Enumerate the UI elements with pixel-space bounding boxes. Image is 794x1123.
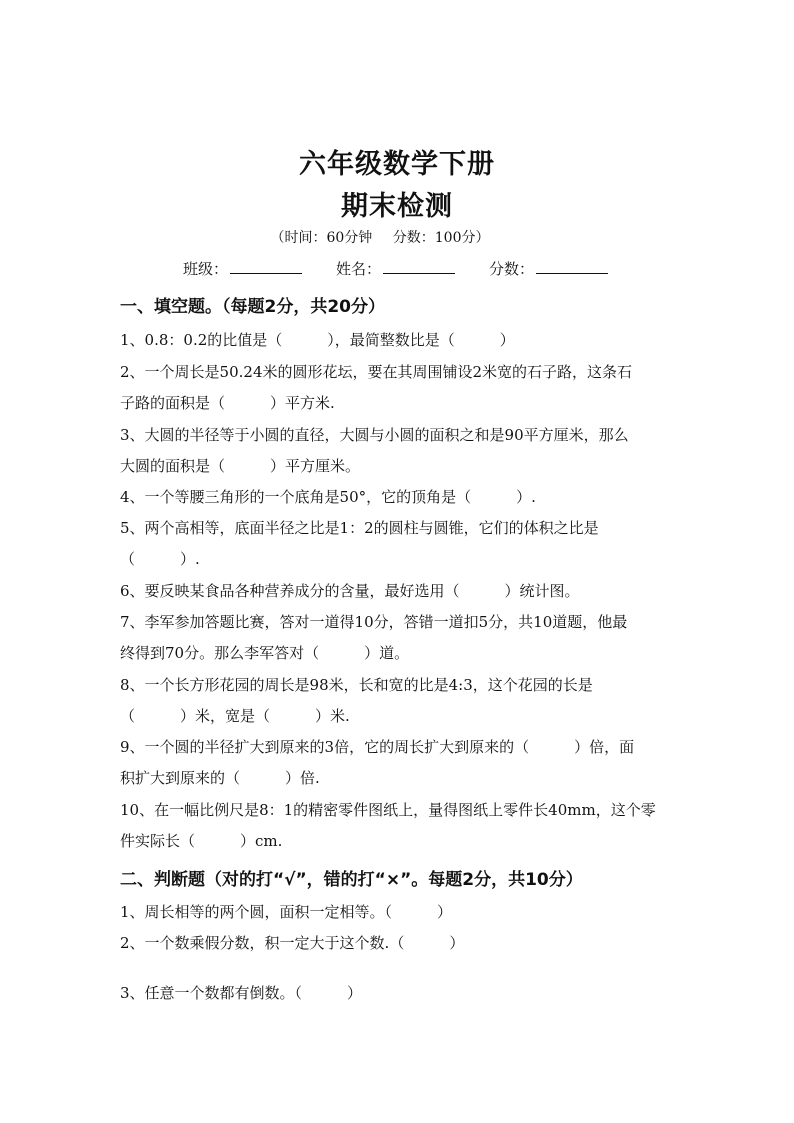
class-label: 班级： [183, 260, 229, 278]
exam-title: 六年级数学下册 [299, 149, 495, 180]
score-field [489, 258, 608, 279]
question-line: 2、一个数乘假分数，积一定大于这个数.（ ） [120, 934, 465, 952]
question-line: 8、一个长方形花园的周长是98米，长和宽的比是4:3，这个花园的长是 [120, 676, 593, 694]
section-2-heading: 二、判断题（对的打“√”，错的打“×”。每题2分，共10分） [120, 870, 583, 890]
question-line: 6、要反映某食品各种营养成分的含量，最好选用（ ）统计图。 [120, 582, 580, 600]
question-line: 7、李军参加答题比赛，答对一道得10分，答错一道扣5分，共10道题，他最 [120, 613, 628, 631]
question-line: 9、一个圆的半径扩大到原来的3倍，它的周长扩大到原来的（ ）倍，面 [120, 738, 635, 756]
total-score: 分数：100分） [392, 230, 490, 246]
question-line: 3、任意一个数都有倒数。（ ） [120, 984, 363, 1002]
class-blank[interactable] [230, 259, 302, 274]
question-line: 5、两个高相等，底面半径之比是1：2的圆柱与圆锥，它们的体积之比是 [120, 519, 599, 537]
question-line: 积扩大到原来的（ ）倍. [120, 769, 320, 787]
score-blank[interactable] [536, 259, 608, 274]
exam-meta [0, 227, 760, 247]
name-field [336, 258, 455, 279]
question-line: 10、在一幅比例尺是8：1的精密零件图纸上，量得图纸上零件长40mm，这个零 [120, 801, 656, 819]
question-line: 3、大圆的半径等于小圆的直径，大圆与小圆的面积之和是90平方厘米，那么 [120, 426, 629, 444]
question-line: （ ）. [120, 550, 200, 568]
question-line: 2、一个周长是50.24米的圆形花坛，要在其周围铺设2米宽的石子路，这条石 [120, 363, 633, 381]
question-line: 终得到70分。那么李军答对（ ）道。 [120, 644, 410, 662]
score-label: 分数： [489, 260, 535, 278]
name-label: 姓名： [336, 260, 382, 278]
question-line: （ ）米，宽是（ ）米. [120, 707, 350, 725]
time-limit: （时间：60分钟 [270, 230, 373, 246]
question-line: 4、一个等腰三角形的一个底角是50°，它的顶角是（ ）. [120, 488, 536, 506]
class-field [183, 258, 302, 279]
section-1-heading: 一、填空题。（每题2分，共20分） [120, 297, 385, 317]
question-line: 件实际长（ ）cm. [120, 832, 283, 850]
question-line: 1、0.8：0.2的比值是（ ），最简整数比是（ ） [120, 331, 515, 349]
name-blank[interactable] [383, 259, 455, 274]
question-line: 子路的面积是（ ）平方米. [120, 394, 335, 412]
question-line: 大圆的面积是（ ）平方厘米。 [120, 457, 361, 475]
exam-subtitle: 期末检测 [341, 191, 453, 222]
question-line: 1、周长相等的两个圆，面积一定相等。（ ） [120, 903, 453, 921]
